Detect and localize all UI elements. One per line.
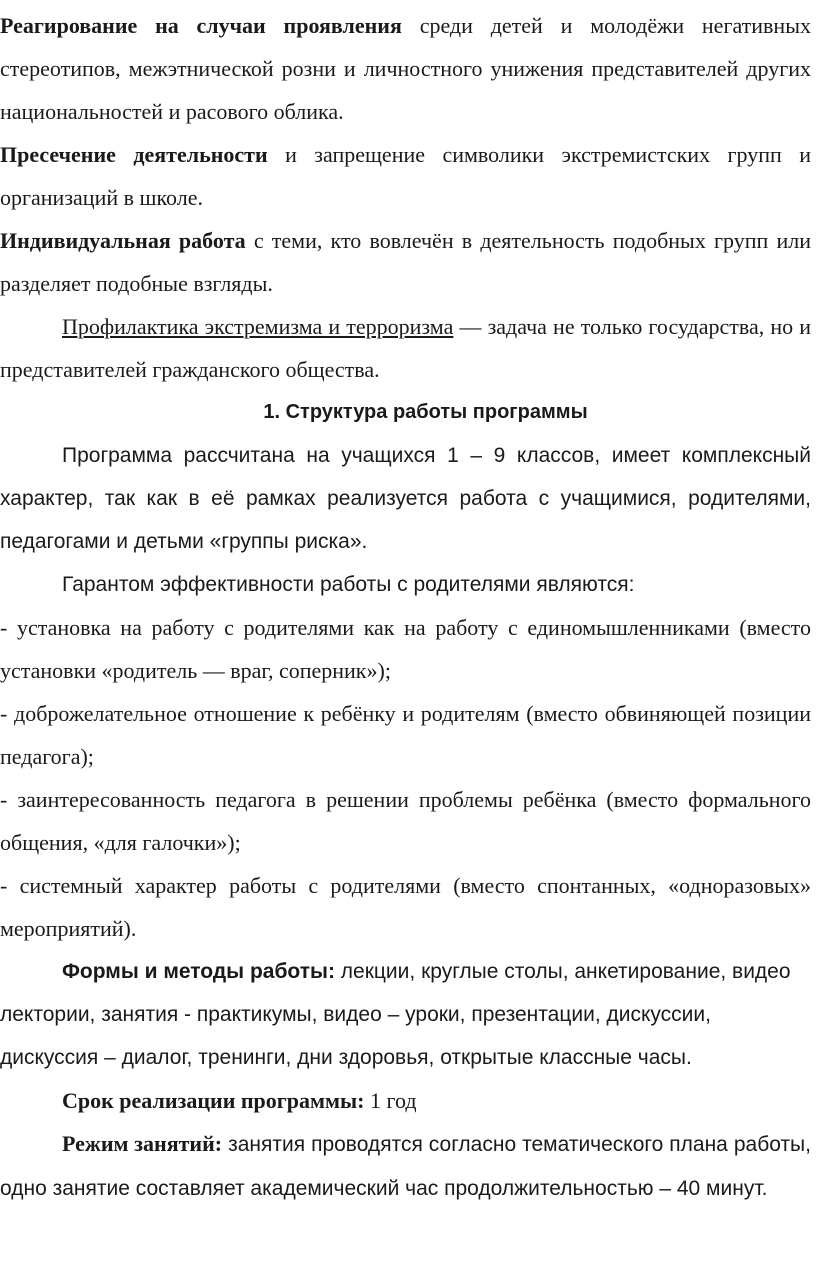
paragraph-prevention-text: — задача не только государства, но и представителей гражданского общества. [0, 314, 812, 382]
paragraph-prevention-lead: Профилактика экстремизма и терроризма [62, 314, 454, 339]
paragraph-individual-work [0, 219, 811, 305]
list-item: - установка на работу с родителями как на работу с единомышленниками (вместо установки «родитель — враг, соперник»); [0, 615, 811, 683]
paragraph-suppression-lead: Пресечение деятельности [0, 142, 268, 167]
program-intro: Программа рассчитана на учащихся 1 – 9 классов, имеет комплексный характер, так как в её рамках реализуется работа с учащимися, родителями, педагогами и детьми «группы риска». [0, 444, 811, 553]
list-item: - заинтересованность педагога в решении проблемы ребёнка (вместо формального общения, «для галочки»); [0, 787, 811, 855]
paragraph-suppression-text: и запрещение символики экстремистских групп и организаций в школе. [0, 142, 812, 210]
paragraph-individual-work-text: с теми, кто вовлечён в деятельность подобных групп или разделяет подобные взгляды. [0, 228, 811, 296]
paragraph-prevention [0, 305, 811, 391]
term-label: Срок реализации программы: [62, 1088, 365, 1113]
list-item: - доброжелательное отношение к ребёнку и родителям (вместо обвиняющей позиции педагога); [0, 701, 811, 769]
paragraph-reaction [0, 4, 811, 133]
list-item: - системный характер работы с родителями (вместо спонтанных, «одноразовых» мероприятий). [0, 873, 811, 941]
paragraph-suppression [0, 133, 811, 219]
forms-methods-paragraph [0, 950, 811, 1079]
mode-label: Режим занятий: [62, 1131, 223, 1156]
mode-text: занятия проводятся согласно тематического плана работы, одно занятие составляет академический час продолжительностью – 40 минут. [0, 1133, 811, 1200]
section-heading: 1. Структура работы программы [263, 401, 588, 423]
term-paragraph [0, 1079, 811, 1122]
paragraph-reaction-text: среди детей и молодёжи негативных стереотипов, межэтнической розни и личностного унижения представителей других национальностей и расового облика. [0, 13, 811, 124]
term-text: 1 год [364, 1088, 417, 1113]
mode-paragraph [0, 1122, 811, 1210]
forms-methods-text: лекции, круглые столы, анкетирование, видео лектории, занятия - практикумы, видео – уроки, презентации, дискуссии, дискуссия – диалог, тренинги, дни здоровья, открытые классные часы. [0, 960, 791, 1069]
paragraph-individual-work-lead: Индивидуальная работа [0, 228, 246, 253]
paragraph-reaction-lead: Реагирование на случаи проявления [0, 13, 402, 38]
guarantee-intro: Гарантом эффективности работы с родителями являются: [62, 573, 635, 596]
forms-methods-label: Формы и методы работы: [62, 960, 335, 983]
